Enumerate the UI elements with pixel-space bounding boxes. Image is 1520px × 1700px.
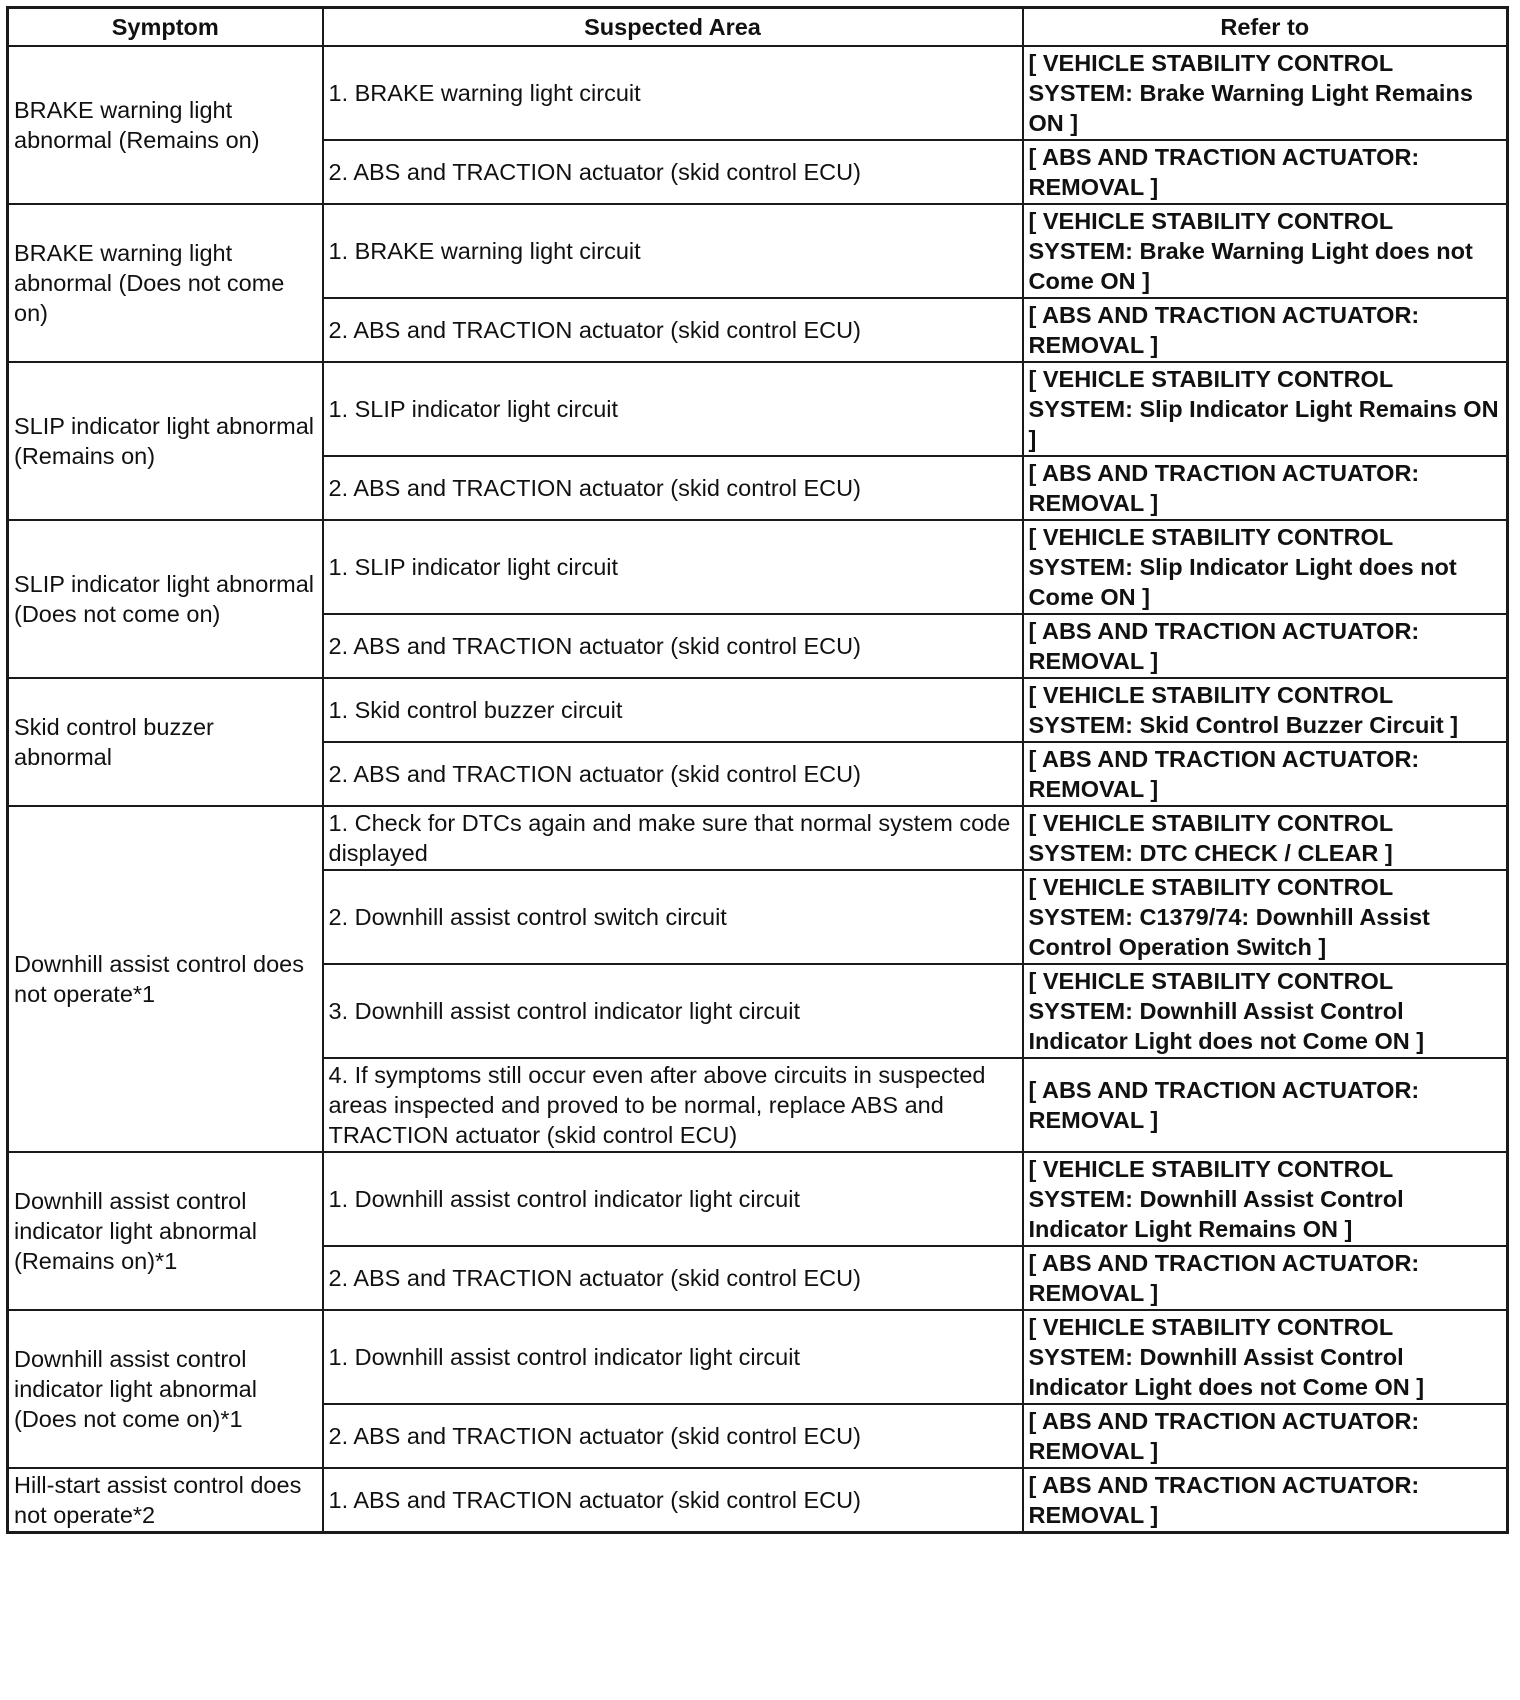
- refer-to-link[interactable]: [ ABS AND TRACTION ACTUATOR: REMOVAL ]: [1023, 298, 1508, 362]
- refer-to-link[interactable]: [ VEHICLE STABILITY CONTROL SYSTEM: Slip Indicator Light does not Come ON ]: [1023, 520, 1508, 614]
- table-row: [8, 678, 1508, 742]
- refer-to-link[interactable]: [ VEHICLE STABILITY CONTROL SYSTEM: Downhill Assist Control Indicator Light does not Come ON ]: [1023, 1310, 1508, 1404]
- symptom-cell: Hill-start assist control does not operate*2: [8, 1468, 323, 1533]
- symptom-cell: Downhill assist control does not operate*1: [8, 806, 323, 1152]
- refer-to-link[interactable]: [ VEHICLE STABILITY CONTROL SYSTEM: C1379/74: Downhill Assist Control Operation Switch ]: [1023, 870, 1508, 964]
- symptom-cell: BRAKE warning light abnormal (Does not come on): [8, 204, 323, 362]
- suspected-area-cell: 1. Downhill assist control indicator light circuit: [323, 1310, 1023, 1404]
- refer-to-link[interactable]: [ ABS AND TRACTION ACTUATOR: REMOVAL ]: [1023, 1468, 1508, 1533]
- symptom-cell: Skid control buzzer abnormal: [8, 678, 323, 806]
- suspected-area-cell: 1. Skid control buzzer circuit: [323, 678, 1023, 742]
- refer-to-link[interactable]: [ ABS AND TRACTION ACTUATOR: REMOVAL ]: [1023, 1404, 1508, 1468]
- header-refer-to: Refer to: [1023, 8, 1508, 47]
- refer-to-link[interactable]: [ ABS AND TRACTION ACTUATOR: REMOVAL ]: [1023, 140, 1508, 204]
- suspected-area-cell: 2. ABS and TRACTION actuator (skid control ECU): [323, 456, 1023, 520]
- header-symptom: Symptom: [8, 8, 323, 47]
- refer-to-link[interactable]: [ VEHICLE STABILITY CONTROL SYSTEM: Slip Indicator Light Remains ON ]: [1023, 362, 1508, 456]
- table-row: [8, 46, 1508, 140]
- suspected-area-cell: 3. Downhill assist control indicator light circuit: [323, 964, 1023, 1058]
- suspected-area-cell: 2. ABS and TRACTION actuator (skid control ECU): [323, 1404, 1023, 1468]
- table-row: [8, 204, 1508, 298]
- suspected-area-cell: 4. If symptoms still occur even after above circuits in suspected areas inspected and proved to be normal, replace ABS and TRACTION actuator (skid control ECU): [323, 1058, 1023, 1152]
- symptom-cell: BRAKE warning light abnormal (Remains on): [8, 46, 323, 204]
- table-header-row: [8, 8, 1508, 47]
- refer-to-link[interactable]: [ VEHICLE STABILITY CONTROL SYSTEM: Skid Control Buzzer Circuit ]: [1023, 678, 1508, 742]
- suspected-area-cell: 1. ABS and TRACTION actuator (skid control ECU): [323, 1468, 1023, 1533]
- table-row: [8, 806, 1508, 870]
- table-row: [8, 362, 1508, 456]
- header-suspected-area: Suspected Area: [323, 8, 1023, 47]
- suspected-area-cell: 1. BRAKE warning light circuit: [323, 46, 1023, 140]
- refer-to-link[interactable]: [ ABS AND TRACTION ACTUATOR: REMOVAL ]: [1023, 456, 1508, 520]
- refer-to-link[interactable]: [ ABS AND TRACTION ACTUATOR: REMOVAL ]: [1023, 742, 1508, 806]
- problem-symptoms-table: [6, 6, 1509, 1534]
- table-row: [8, 1468, 1508, 1533]
- suspected-area-cell: 2. ABS and TRACTION actuator (skid control ECU): [323, 1246, 1023, 1310]
- suspected-area-cell: 1. BRAKE warning light circuit: [323, 204, 1023, 298]
- suspected-area-cell: 1. Check for DTCs again and make sure that normal system code displayed: [323, 806, 1023, 870]
- suspected-area-cell: 2. ABS and TRACTION actuator (skid control ECU): [323, 298, 1023, 362]
- refer-to-link[interactable]: [ ABS AND TRACTION ACTUATOR: REMOVAL ]: [1023, 1058, 1508, 1152]
- suspected-area-cell: 2. ABS and TRACTION actuator (skid control ECU): [323, 742, 1023, 806]
- refer-to-link[interactable]: [ VEHICLE STABILITY CONTROL SYSTEM: DTC CHECK / CLEAR ]: [1023, 806, 1508, 870]
- table-row: [8, 1310, 1508, 1404]
- suspected-area-cell: 2. ABS and TRACTION actuator (skid control ECU): [323, 614, 1023, 678]
- problem-symptoms-table-container: [6, 6, 1506, 1534]
- symptom-cell: Downhill assist control indicator light abnormal (Does not come on)*1: [8, 1310, 323, 1468]
- symptom-cell: SLIP indicator light abnormal (Remains on): [8, 362, 323, 520]
- refer-to-link[interactable]: [ ABS AND TRACTION ACTUATOR: REMOVAL ]: [1023, 1246, 1508, 1310]
- suspected-area-cell: 1. SLIP indicator light circuit: [323, 520, 1023, 614]
- refer-to-link[interactable]: [ VEHICLE STABILITY CONTROL SYSTEM: Brake Warning Light Remains ON ]: [1023, 46, 1508, 140]
- suspected-area-cell: 2. Downhill assist control switch circuit: [323, 870, 1023, 964]
- refer-to-link[interactable]: [ VEHICLE STABILITY CONTROL SYSTEM: Downhill Assist Control Indicator Light Remains ON ]: [1023, 1152, 1508, 1246]
- refer-to-link[interactable]: [ VEHICLE STABILITY CONTROL SYSTEM: Brake Warning Light does not Come ON ]: [1023, 204, 1508, 298]
- suspected-area-cell: 2. ABS and TRACTION actuator (skid control ECU): [323, 140, 1023, 204]
- table-row: [8, 520, 1508, 614]
- symptom-cell: SLIP indicator light abnormal (Does not come on): [8, 520, 323, 678]
- suspected-area-cell: 1. Downhill assist control indicator light circuit: [323, 1152, 1023, 1246]
- table-row: [8, 1152, 1508, 1246]
- refer-to-link[interactable]: [ VEHICLE STABILITY CONTROL SYSTEM: Downhill Assist Control Indicator Light does not Come ON ]: [1023, 964, 1508, 1058]
- symptom-cell: Downhill assist control indicator light abnormal (Remains on)*1: [8, 1152, 323, 1310]
- suspected-area-cell: 1. SLIP indicator light circuit: [323, 362, 1023, 456]
- refer-to-link[interactable]: [ ABS AND TRACTION ACTUATOR: REMOVAL ]: [1023, 614, 1508, 678]
